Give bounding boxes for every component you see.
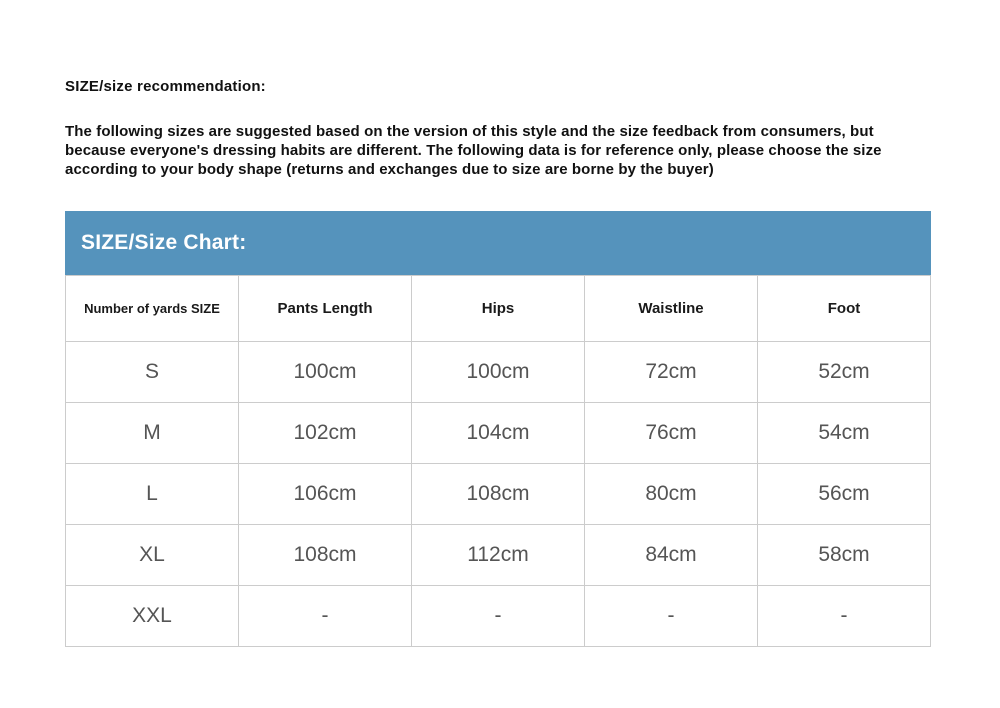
size-chart	[65, 211, 931, 647]
page-title: SIZE/size recommendation:	[65, 78, 266, 95]
size-disclaimer-text: The following sizes are suggested based on the version of this style and the size feedback from consumers, but because everyone's dressing habits are different. The following data is for reference only, please choose the size according to your body shape (returns and exchanges due to size are borne by the buyer)	[65, 123, 882, 178]
table-row	[66, 586, 931, 647]
column-header-foot: Foot	[758, 276, 931, 342]
table-row	[66, 464, 931, 525]
pants-length-cell: 108cm	[239, 525, 412, 586]
column-header-pants-length: Pants Length	[239, 276, 412, 342]
column-header-waistline: Waistline	[585, 276, 758, 342]
foot-cell: 54cm	[758, 403, 931, 464]
column-header-hips: Hips	[412, 276, 585, 342]
foot-cell: 56cm	[758, 464, 931, 525]
size-cell: L	[66, 464, 239, 525]
hips-cell: 112cm	[412, 525, 585, 586]
hips-cell: 100cm	[412, 342, 585, 403]
pants-length-cell: 100cm	[239, 342, 412, 403]
table-row	[66, 403, 931, 464]
column-header-size: Number of yards SIZE	[66, 276, 239, 342]
waistline-cell: 84cm	[585, 525, 758, 586]
waistline-cell: 76cm	[585, 403, 758, 464]
table-row	[66, 525, 931, 586]
pants-length-cell: -	[239, 586, 412, 647]
pants-length-cell: 102cm	[239, 403, 412, 464]
size-cell: S	[66, 342, 239, 403]
hips-cell: 108cm	[412, 464, 585, 525]
foot-cell: -	[758, 586, 931, 647]
size-cell: XL	[66, 525, 239, 586]
table-row	[66, 342, 931, 403]
foot-cell: 58cm	[758, 525, 931, 586]
foot-cell: 52cm	[758, 342, 931, 403]
size-chart-banner	[65, 211, 931, 275]
waistline-cell: -	[585, 586, 758, 647]
hips-cell: -	[412, 586, 585, 647]
size-chart-banner-title: SIZE/Size Chart:	[81, 231, 247, 254]
waistline-cell: 80cm	[585, 464, 758, 525]
size-cell: M	[66, 403, 239, 464]
waistline-cell: 72cm	[585, 342, 758, 403]
size-cell: XXL	[66, 586, 239, 647]
table-header-row	[66, 276, 931, 342]
size-chart-table	[65, 275, 931, 647]
pants-length-cell: 106cm	[239, 464, 412, 525]
hips-cell: 104cm	[412, 403, 585, 464]
